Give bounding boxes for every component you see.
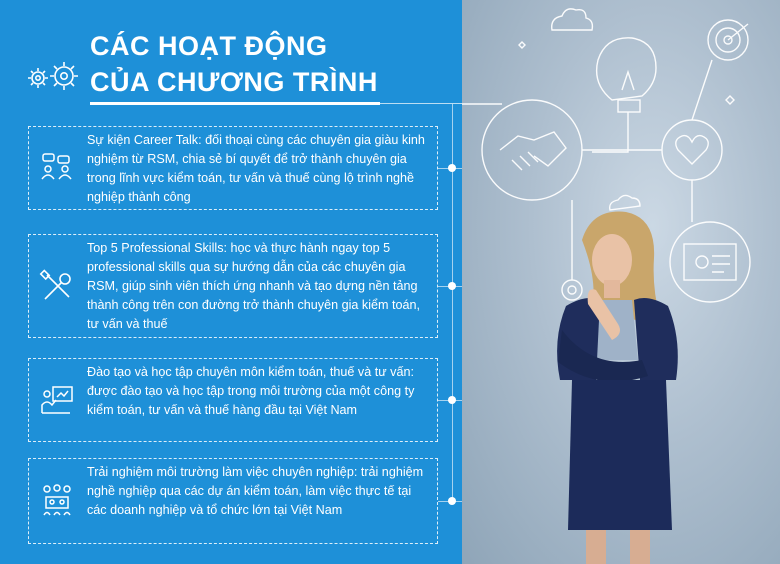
tools-icon: [39, 269, 75, 305]
connector-dot: [448, 164, 456, 172]
connector-dot: [448, 396, 456, 404]
gears-icon: [22, 58, 84, 98]
sparkle-icon: [519, 42, 734, 104]
cloud-icon: [610, 195, 640, 210]
activity-text: Sự kiện Career Talk: đối thoại cùng các chuyên gia giàu kinh nghiệm từ RSM, chia sẻ bí quyết để trở thành chuyên gia trong lĩnh vực kiểm toán, tư vấn và thuế cùng lộ trình nghề nghiệp thành công: [87, 133, 425, 204]
team-ideas-icon: [39, 483, 75, 519]
presentation-icon: [39, 383, 75, 419]
title-line-2: CỦA CHƯƠNG TRÌNH: [90, 67, 378, 97]
title-line-1: CÁC HOẠT ĐỘNG: [90, 31, 328, 61]
activity-text: Trải nghiệm môi trường làm việc chuyên nghiệp: trải nghiệm nghề nghiệp qua các dự án kiểm toán, làm việc thực tế tại các doanh nghiệp và tổ chức lớn tại Việt Nam: [87, 465, 424, 517]
lightbulb-icon: [597, 38, 656, 112]
people-chat-icon: [39, 151, 75, 187]
photo-panel: [462, 0, 780, 564]
cloud-icon: [552, 9, 593, 30]
target-icon: [708, 20, 748, 60]
activity-card-work-experience: [28, 458, 438, 544]
heart-icon: [662, 120, 722, 180]
connector-dot: [448, 282, 456, 290]
page-title: [90, 28, 378, 100]
businesswoman-photo: [542, 210, 692, 564]
activity-card-training: [28, 358, 438, 442]
connector-dot: [448, 497, 456, 505]
activity-text: Đào tạo và học tập chuyên môn kiểm toán, thuế và tư vấn: được đào tạo và học tập trong môi trường của một công ty kiểm toán, tư vấn và thuế hàng đầu tại Việt Nam: [87, 365, 415, 417]
handshake-icon: [482, 100, 582, 200]
activity-card-professional-skills: [28, 234, 438, 338]
activity-card-career-talk: [28, 126, 438, 210]
title-underline: [90, 102, 380, 105]
activity-text: Top 5 Professional Skills: học và thực hành ngay top 5 professional skills qua sự hướng dẫn của các chuyên gia RSM, giúp sinh viên thích ứng nhanh và tạo dựng nền tảng thành công trên con đường trở thành chuyên gia kiểm toán, tư vấn và thuế: [87, 241, 421, 331]
